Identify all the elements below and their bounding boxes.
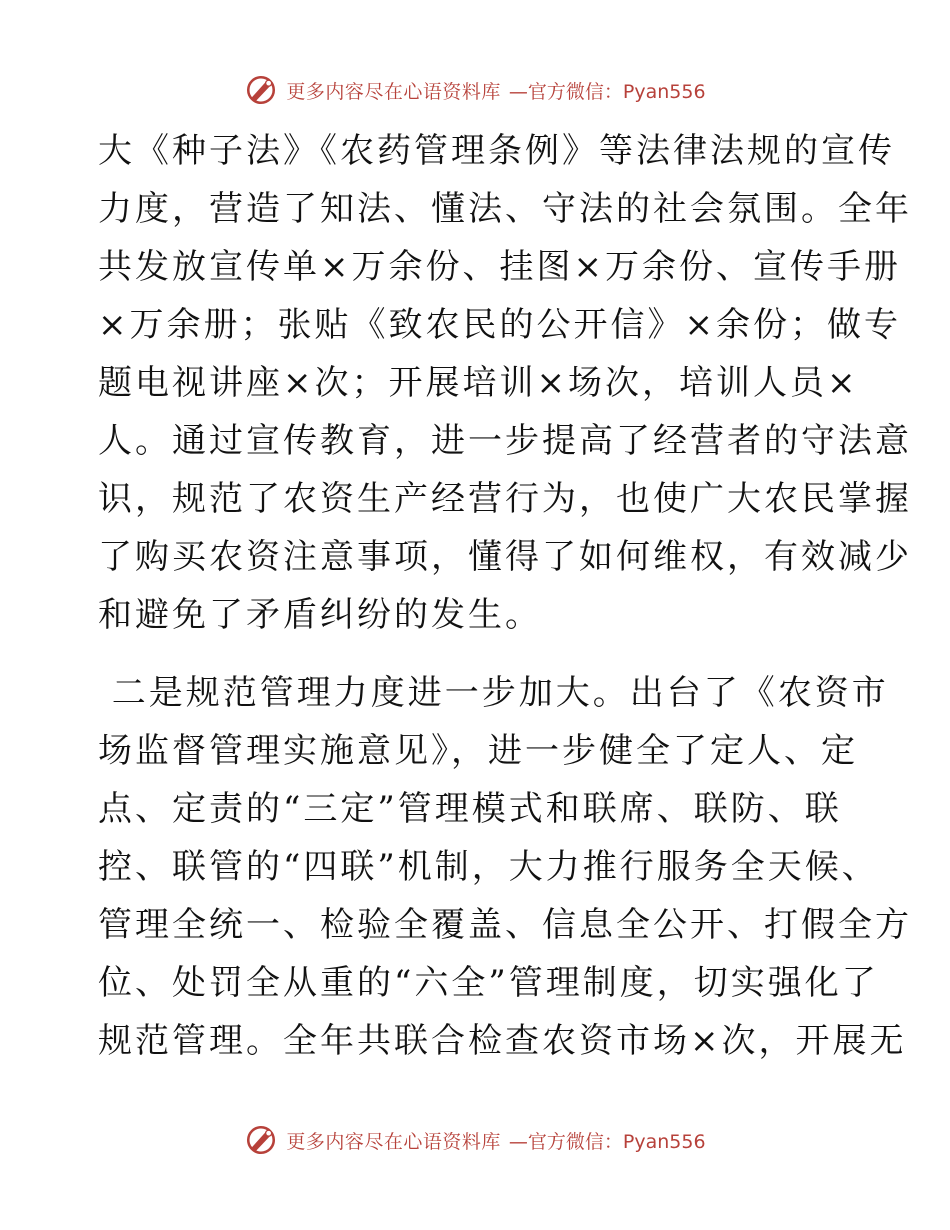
text-line: 了购买农资注意事项，懂得了如何维权，有效减少 — [98, 537, 912, 577]
text-line: 共发放宣传单×万余份、挂图×万余份、宣传手册 — [98, 247, 901, 287]
text-line: 题电视讲座×次；开展培训×场次，培训人员× — [98, 363, 859, 403]
header-site-text: 更多内容尽在心语资料库 — [286, 80, 501, 103]
text-line: 和避免了矛盾纠纷的发生。 — [98, 595, 542, 635]
text-line: 大《种子法》《农药管理条例》等法律法规的宣传 — [98, 131, 895, 171]
text-line: 规范管理。全年共联合检查农资市场×次，开展无 — [98, 1021, 907, 1061]
footer-watermark — [0, 1120, 950, 1160]
header-watermark — [0, 70, 950, 110]
paragraph-2 — [98, 664, 912, 1070]
header-wechat-text: —官方微信：Pyan556 — [508, 80, 706, 103]
document-body — [98, 122, 912, 1070]
text-line: 位、处罚全从重的“六全”管理制度，切实强化了 — [98, 963, 879, 1003]
pen-logo-icon — [244, 1123, 278, 1157]
paragraph-1 — [98, 122, 912, 644]
text-line: 人。通过宣传教育，进一步提高了经营者的守法意 — [98, 421, 912, 461]
text-line: 力度，营造了知法、懂法、守法的社会氛围。全年 — [98, 189, 912, 229]
text-line: 控、联管的“四联”机制，大力推行服务全天候、 — [98, 847, 879, 887]
text-line: 场监督管理实施意见》，进一步健全了定人、定 — [98, 731, 858, 771]
text-line: 识，规范了农资生产经营行为，也使广大农民掌握 — [98, 479, 912, 519]
pen-logo-icon — [244, 73, 278, 107]
text-line: 二是规范管理力度进一步加大。出台了《农资市 — [98, 673, 889, 713]
footer-site-text: 更多内容尽在心语资料库 — [286, 1130, 501, 1153]
footer-wechat-text: —官方微信：Pyan556 — [508, 1130, 706, 1153]
paragraph-spacer — [98, 644, 850, 664]
text-line: 点、定责的“三定”管理模式和联席、联防、联 — [98, 789, 842, 829]
text-line: ×万余册；张贴《致农民的公开信》×余份；做专 — [98, 305, 901, 345]
text-line: 管理全统一、检验全覆盖、信息全公开、打假全方 — [98, 905, 912, 945]
